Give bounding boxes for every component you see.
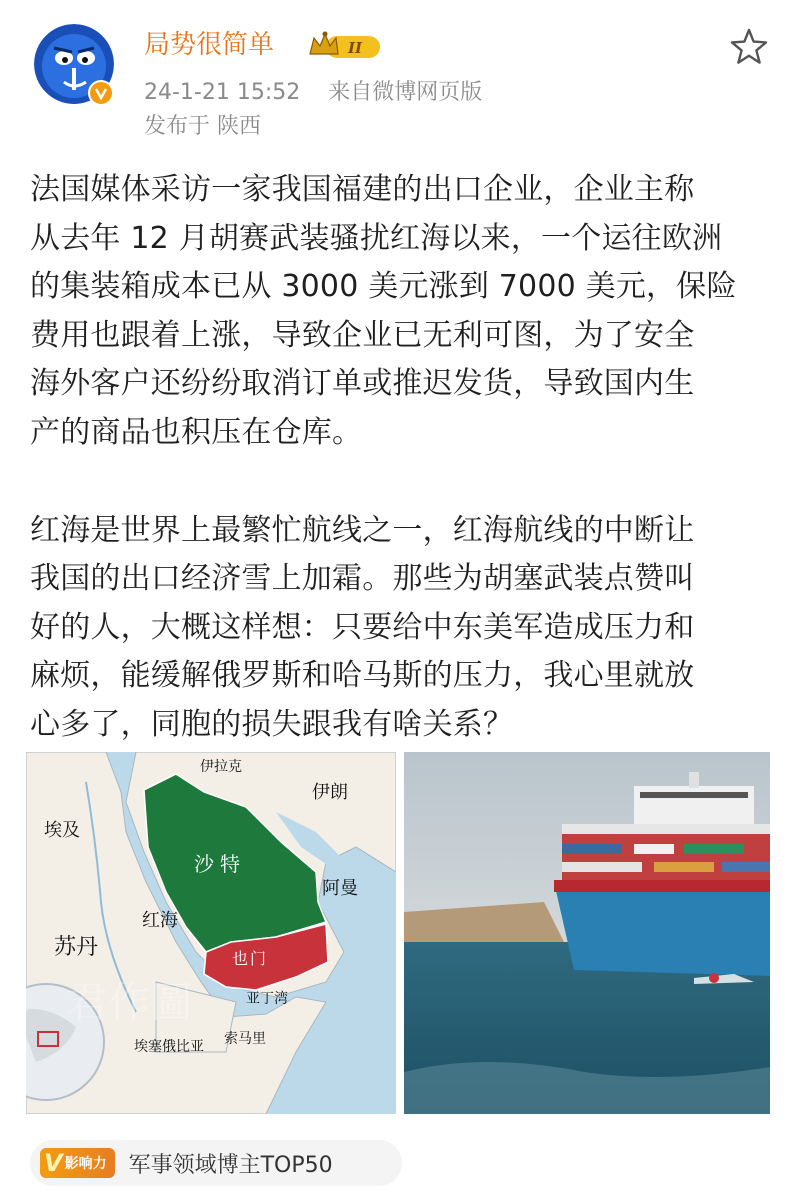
post-paragraph-2 [30,507,770,750]
post-timestamp: 24-1-21 15:52 [144,80,301,105]
map-label-ethiopia: 埃塞俄比亚 [134,1039,204,1055]
text-line: 费用也跟着上涨，导致企业已无利可图，为了安全 [30,317,695,353]
map-label-iraq: 伊拉克 [200,759,242,775]
text-line: 心多了，同胞的损失跟我有啥关系？ [30,706,514,742]
map-label-egypt: 埃及 [44,820,80,841]
influence-logo [40,1148,115,1178]
svg-text:君作圖: 君作圖 [66,978,193,1027]
map-label-gulf-aden: 亚丁湾 [246,991,288,1007]
text-line: 麻烦，能缓解俄罗斯和哈马斯的压力，我心里就放 [30,658,695,694]
influence-logo-v: V [44,1149,63,1177]
level-badge-text: II [347,39,363,57]
post-paragraph-1 [30,166,770,458]
influence-badge[interactable] [30,1140,402,1186]
crown-level-icon[interactable] [308,30,382,62]
map-label-somalia: 索马里 [224,1031,266,1047]
map-label-yemen: 也门 [232,949,269,968]
map-label-iran: 伊朗 [312,782,348,803]
map-label-oman: 阿曼 [322,878,358,899]
post-body [30,166,770,750]
map-image[interactable] [26,752,396,1114]
text-line: 法国媒体采访一家我国福建的出口企业，企业主称 [30,172,695,207]
text-line: 的集装箱成本已从 3000 美元涨到 7000 美元，保险 [30,269,737,305]
map-label-sudan: 苏丹 [54,935,99,960]
verified-v-icon [88,80,114,106]
text-line: 好的人，大概这样想：只要给中东美军造成压力和 [30,609,695,645]
container-ship-photo[interactable] [404,752,770,1114]
text-line: 从去年 12 月胡赛武装骚扰红海以来，一个运往欧洲 [30,220,723,256]
text-line: 产的商品也积压在仓库。 [30,414,363,450]
influence-badge-text: 军事领域博主TOP50 [128,1152,333,1178]
text-line: 红海是世界上最繁忙航线之一，红海航线的中断让 [30,512,695,548]
map-label-saudi: 沙特 [194,852,246,876]
map-label-red-sea: 红海 [142,910,178,931]
influence-logo-text: 影响力 [64,1156,107,1172]
text-line: 我国的出口经济雪上加霜。那些为胡塞武装点赞叫 [30,561,695,597]
text-line: 海外客户还纷纷取消订单或推迟发货，导致国内生 [30,366,695,402]
post-source: 来自微博网页版 [328,80,483,105]
post-meta [144,78,482,108]
author-name[interactable]: 局势很简单 [144,30,275,60]
star-outline-icon[interactable] [728,26,770,68]
post-location: 发布于 陕西 [144,114,261,139]
